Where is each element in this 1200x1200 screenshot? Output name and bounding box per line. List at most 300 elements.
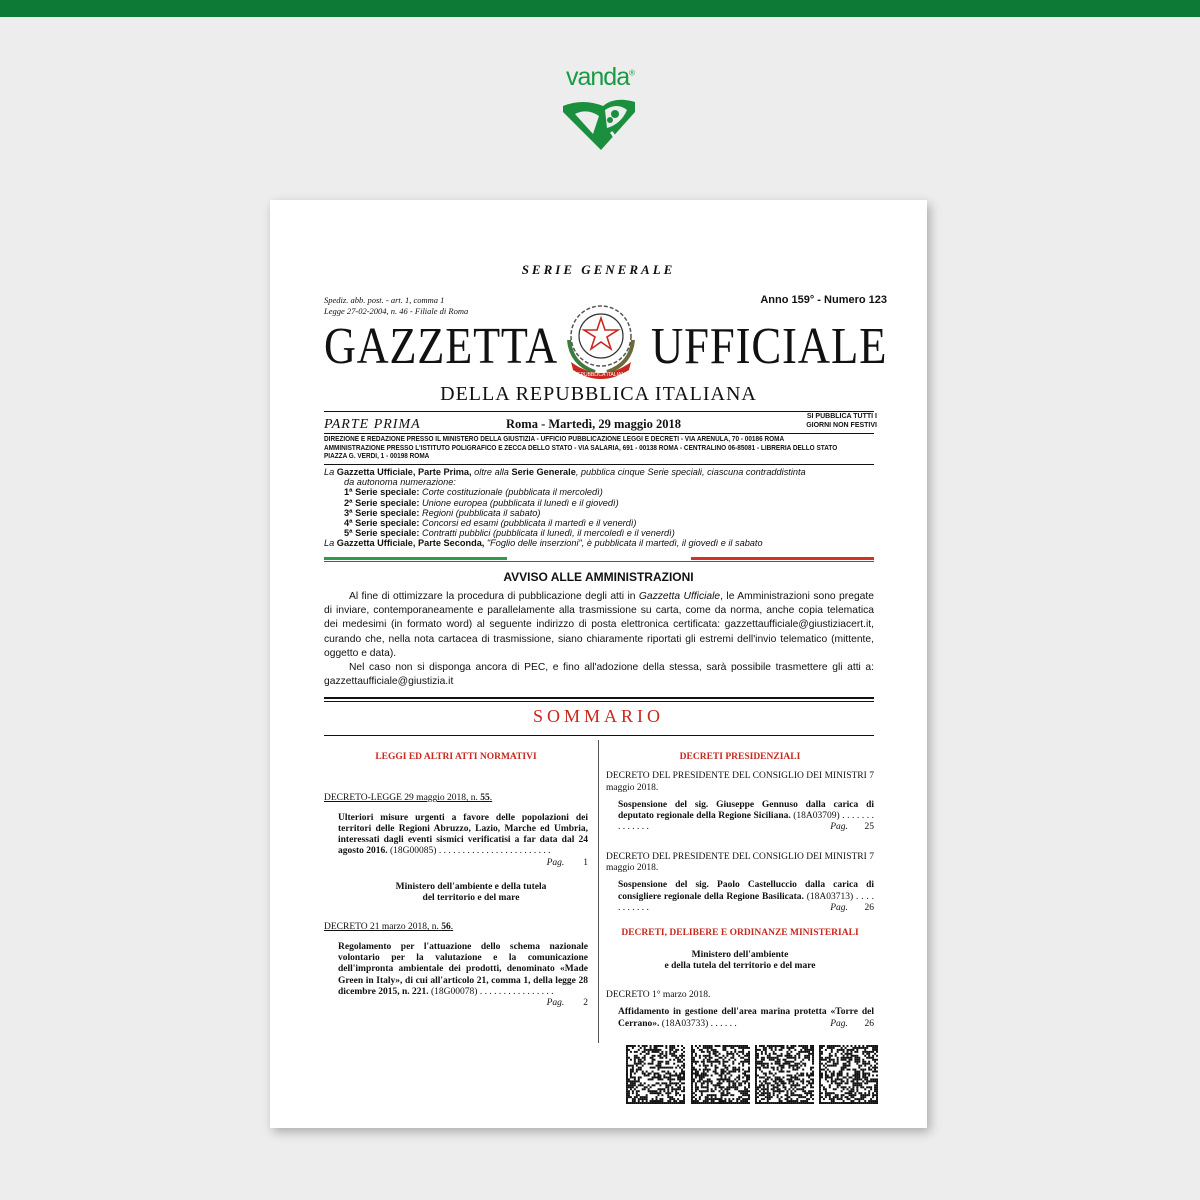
datamatrix-module — [829, 1047, 831, 1049]
datamatrix-module — [790, 1047, 792, 1049]
datamatrix-module — [833, 1059, 835, 1061]
datamatrix-module — [757, 1102, 759, 1104]
datamatrix-module — [659, 1065, 661, 1067]
divider — [324, 464, 874, 465]
datamatrix-module — [862, 1086, 864, 1088]
datamatrix-module — [677, 1088, 679, 1090]
datamatrix-module — [786, 1057, 788, 1059]
datamatrix-module — [742, 1076, 744, 1078]
datamatrix-module — [705, 1100, 707, 1102]
datamatrix-module — [644, 1047, 646, 1049]
datamatrix-module — [626, 1055, 628, 1057]
serie-item — [344, 498, 884, 508]
datamatrix-module — [821, 1073, 823, 1075]
datamatrix-module — [804, 1057, 806, 1059]
datamatrix-module — [748, 1051, 750, 1053]
datamatrix-module — [825, 1057, 827, 1059]
ministero-heading — [606, 950, 874, 973]
datamatrix-module — [858, 1065, 860, 1067]
datamatrix-module — [755, 1086, 757, 1088]
datamatrix-module — [852, 1078, 854, 1080]
datamatrix-module — [837, 1076, 839, 1078]
datamatrix-module — [656, 1082, 658, 1084]
datamatrix-module — [691, 1076, 693, 1078]
datamatrix-module — [835, 1055, 837, 1057]
datamatrix-module — [806, 1080, 808, 1082]
datamatrix-module — [652, 1059, 654, 1061]
datamatrix-module — [667, 1092, 669, 1094]
datamatrix-module — [794, 1084, 796, 1086]
datamatrix-module — [856, 1088, 858, 1090]
datamatrix-module — [740, 1057, 742, 1059]
datamatrix-module — [773, 1053, 775, 1055]
datamatrix-module — [755, 1045, 757, 1047]
datamatrix-module — [771, 1047, 773, 1049]
datamatrix-module — [781, 1078, 783, 1080]
datamatrix-module — [722, 1065, 724, 1067]
datamatrix-module — [740, 1096, 742, 1098]
datamatrix-module — [833, 1088, 835, 1090]
datamatrix-module — [742, 1051, 744, 1053]
datamatrix-module — [767, 1082, 769, 1084]
datamatrix-module — [841, 1096, 843, 1098]
datamatrix-module — [804, 1102, 806, 1104]
datamatrix-module — [722, 1071, 724, 1073]
datamatrix-module — [657, 1094, 659, 1096]
datamatrix-module — [657, 1051, 659, 1053]
datamatrix-module — [630, 1075, 632, 1077]
datamatrix-module — [837, 1084, 839, 1086]
datamatrix-module — [769, 1073, 771, 1075]
pag-label: Pag. — [830, 1018, 848, 1029]
datamatrix-module — [854, 1071, 856, 1073]
datamatrix-module — [630, 1059, 632, 1061]
datamatrix-module — [810, 1045, 812, 1047]
datamatrix-module — [719, 1078, 721, 1080]
datamatrix-module — [808, 1075, 810, 1077]
datamatrix-module — [719, 1075, 721, 1077]
datamatrix-module — [821, 1047, 823, 1049]
datamatrix-module — [683, 1047, 685, 1049]
datamatrix-module — [693, 1096, 695, 1098]
datamatrix-module — [667, 1084, 669, 1086]
datamatrix-module — [626, 1045, 628, 1047]
datamatrix-module — [798, 1075, 800, 1077]
datamatrix-module — [640, 1096, 642, 1098]
datamatrix-module — [821, 1063, 823, 1065]
datamatrix-module — [705, 1069, 707, 1071]
datamatrix-module — [709, 1094, 711, 1096]
entry-body-text: Sospensione del sig. Paolo Castelluccio dalla carica di consigliere regionale della Regione Basilicata. — [618, 880, 874, 902]
datamatrix-module — [675, 1051, 677, 1053]
datamatrix-module — [691, 1082, 693, 1084]
datamatrix-module — [656, 1102, 658, 1104]
datamatrix-module — [632, 1082, 634, 1084]
datamatrix-module — [679, 1080, 681, 1082]
datamatrix-module — [703, 1086, 705, 1088]
datamatrix-module — [874, 1086, 876, 1088]
datamatrix-module — [728, 1082, 730, 1084]
datamatrix-module — [856, 1098, 858, 1100]
datamatrix-module — [648, 1073, 650, 1075]
datamatrix-module — [657, 1067, 659, 1069]
datamatrix-module — [738, 1045, 740, 1047]
datamatrix-module — [852, 1100, 854, 1102]
datamatrix-module — [781, 1100, 783, 1102]
datamatrix-module — [763, 1094, 765, 1096]
datamatrix-module — [748, 1076, 750, 1078]
datamatrix-module — [781, 1053, 783, 1055]
datamatrix-module — [823, 1086, 825, 1088]
datamatrix-module — [835, 1082, 837, 1084]
datamatrix-module — [767, 1065, 769, 1067]
datamatrix-module — [667, 1100, 669, 1102]
datamatrix-module — [640, 1067, 642, 1069]
datamatrix-module — [701, 1051, 703, 1053]
datamatrix-module — [775, 1049, 777, 1051]
datamatrix-module — [628, 1049, 630, 1051]
datamatrix-module — [695, 1084, 697, 1086]
datamatrix-module — [800, 1065, 802, 1067]
datamatrix-module — [794, 1086, 796, 1088]
datamatrix-module — [808, 1092, 810, 1094]
datamatrix-module — [734, 1082, 736, 1084]
datamatrix-module — [808, 1102, 810, 1104]
datamatrix-module — [626, 1096, 628, 1098]
datamatrix-module — [728, 1059, 730, 1061]
dot-leader: . . . . . . . . . . . . . . . . — [477, 986, 554, 997]
datamatrix-module — [657, 1082, 659, 1084]
datamatrix-module — [701, 1076, 703, 1078]
datamatrix-module — [656, 1098, 658, 1100]
datamatrix-module — [872, 1047, 874, 1049]
datamatrix-module — [794, 1055, 796, 1057]
datamatrix-module — [691, 1100, 693, 1102]
datamatrix-module — [819, 1055, 821, 1057]
datamatrix-module — [628, 1057, 630, 1059]
section-heading: LEGGI ED ALTRI ATTI NORMATIVI — [375, 752, 537, 762]
datamatrix-module — [719, 1053, 721, 1055]
datamatrix-module — [765, 1096, 767, 1098]
datamatrix-module — [661, 1088, 663, 1090]
datamatrix-module — [821, 1075, 823, 1077]
datamatrix-module — [866, 1076, 868, 1078]
datamatrix-module — [794, 1049, 796, 1051]
datamatrix-module — [790, 1075, 792, 1077]
datamatrix-module — [748, 1055, 750, 1057]
datamatrix-module — [632, 1092, 634, 1094]
datamatrix-module — [876, 1092, 878, 1094]
datamatrix-module — [661, 1051, 663, 1053]
datamatrix-module — [656, 1090, 658, 1092]
datamatrix-module — [715, 1051, 717, 1053]
datamatrix-module — [761, 1098, 763, 1100]
datamatrix-module — [683, 1076, 685, 1078]
datamatrix-module — [862, 1096, 864, 1098]
datamatrix-module — [744, 1092, 746, 1094]
datamatrix-module — [858, 1045, 860, 1047]
datamatrix-module — [703, 1069, 705, 1071]
datamatrix-module — [831, 1051, 833, 1053]
datamatrix-module — [876, 1086, 878, 1088]
datamatrix-module — [788, 1061, 790, 1063]
datamatrix-module — [695, 1053, 697, 1055]
datamatrix-module — [634, 1098, 636, 1100]
datamatrix-module — [829, 1102, 831, 1104]
datamatrix-module — [835, 1078, 837, 1080]
datamatrix-module — [808, 1053, 810, 1055]
datamatrix-module — [864, 1100, 866, 1102]
datamatrix-module — [788, 1071, 790, 1073]
datamatrix-module — [652, 1076, 654, 1078]
datamatrix-module — [849, 1049, 851, 1051]
datamatrix-module — [802, 1051, 804, 1053]
datamatrix-module — [777, 1086, 779, 1088]
datamatrix-module — [800, 1100, 802, 1102]
datamatrix-module — [730, 1102, 732, 1104]
column-divider — [598, 740, 599, 1043]
datamatrix-module — [849, 1061, 851, 1063]
datamatrix-module — [744, 1071, 746, 1073]
datamatrix-module — [736, 1053, 738, 1055]
datamatrix-module — [648, 1075, 650, 1077]
datamatrix-module — [724, 1047, 726, 1049]
datamatrix-module — [786, 1045, 788, 1047]
datamatrix-module — [757, 1088, 759, 1090]
datamatrix-module — [792, 1065, 794, 1067]
datamatrix-module — [748, 1057, 750, 1059]
datamatrix-module — [650, 1102, 652, 1104]
datamatrix-module — [866, 1073, 868, 1075]
datamatrix-module — [792, 1080, 794, 1082]
datamatrix-module — [730, 1047, 732, 1049]
datamatrix-module — [719, 1063, 721, 1065]
datamatrix-module — [769, 1076, 771, 1078]
datamatrix-module — [755, 1088, 757, 1090]
datamatrix-module — [788, 1067, 790, 1069]
datamatrix-module — [837, 1078, 839, 1080]
datamatrix-module — [740, 1082, 742, 1084]
datamatrix-module — [748, 1063, 750, 1065]
datamatrix-module — [717, 1082, 719, 1084]
datamatrix-module — [701, 1094, 703, 1096]
datamatrix-module — [644, 1082, 646, 1084]
datamatrix-module — [852, 1096, 854, 1098]
datamatrix-module — [858, 1061, 860, 1063]
datamatrix-module — [717, 1061, 719, 1063]
datamatrix-module — [713, 1094, 715, 1096]
datamatrix-module — [786, 1096, 788, 1098]
datamatrix-module — [663, 1055, 665, 1057]
datamatrix-module — [713, 1071, 715, 1073]
datamatrix-module — [850, 1094, 852, 1096]
datamatrix-module — [870, 1098, 872, 1100]
datamatrix-module — [721, 1082, 723, 1084]
datamatrix-module — [667, 1061, 669, 1063]
datamatrix-module — [736, 1098, 738, 1100]
datamatrix-module — [790, 1092, 792, 1094]
datamatrix-module — [827, 1045, 829, 1047]
datamatrix-module — [675, 1055, 677, 1057]
datamatrix-module — [755, 1065, 757, 1067]
datamatrix-module — [650, 1078, 652, 1080]
datamatrix-module — [856, 1073, 858, 1075]
datamatrix-module — [755, 1098, 757, 1100]
datamatrix-module — [796, 1076, 798, 1078]
datamatrix-module — [854, 1069, 856, 1071]
datamatrix-module — [841, 1053, 843, 1055]
datamatrix-module — [808, 1059, 810, 1061]
datamatrix-module — [810, 1090, 812, 1092]
datamatrix-module — [792, 1057, 794, 1059]
tricolor-rule — [324, 557, 874, 560]
datamatrix-module — [699, 1096, 701, 1098]
datamatrix-module — [648, 1090, 650, 1092]
datamatrix-module — [765, 1073, 767, 1075]
datamatrix-module — [874, 1065, 876, 1067]
datamatrix-module — [709, 1098, 711, 1100]
datamatrix-module — [777, 1076, 779, 1078]
datamatrix-module — [874, 1053, 876, 1055]
datamatrix-module — [790, 1102, 792, 1104]
datamatrix-module — [872, 1059, 874, 1061]
anno-numero: Anno 159° - Numero 123 — [760, 294, 887, 306]
datamatrix-module — [679, 1102, 681, 1104]
datamatrix-module — [711, 1057, 713, 1059]
datamatrix-module — [757, 1063, 759, 1065]
datamatrix-module — [640, 1061, 642, 1063]
divider — [324, 735, 874, 736]
datamatrix-module — [657, 1055, 659, 1057]
datamatrix-module — [794, 1045, 796, 1047]
datamatrix-module — [790, 1065, 792, 1067]
datamatrix-module — [695, 1088, 697, 1090]
datamatrix-module — [671, 1090, 673, 1092]
datamatrix-module — [827, 1092, 829, 1094]
datamatrix-module — [763, 1065, 765, 1067]
datamatrix-module — [874, 1069, 876, 1071]
datamatrix-module — [746, 1092, 748, 1094]
datamatrix-module — [650, 1067, 652, 1069]
datamatrix-module — [850, 1100, 852, 1102]
direzione-line: AMMINISTRAZIONE PRESSO L'ISTITUTO POLIGRAFICO E ZECCA DELLO STATO - VIA SALARIA, 691 - 00138 ROMA - CENTRALINO 06-85081 - LIBRERIA DELLO STATO — [324, 444, 838, 452]
datamatrix-module — [742, 1047, 744, 1049]
datamatrix-module — [786, 1063, 788, 1065]
dot-leader: . . . . . . . . . . . . . . . . . . . . . . . . — [436, 846, 551, 857]
datamatrix-module — [707, 1096, 709, 1098]
datamatrix-module — [657, 1088, 659, 1090]
datamatrix-module — [742, 1069, 744, 1071]
datamatrix-module — [845, 1065, 847, 1067]
datamatrix-module — [860, 1082, 862, 1084]
datamatrix-module — [742, 1063, 744, 1065]
datamatrix-module — [765, 1082, 767, 1084]
datamatrix-module — [800, 1096, 802, 1098]
datamatrix-module — [713, 1053, 715, 1055]
datamatrix-module — [673, 1082, 675, 1084]
datamatrix-module — [786, 1051, 788, 1053]
datamatrix-module — [825, 1096, 827, 1098]
datamatrix-module — [872, 1078, 874, 1080]
datamatrix-module — [707, 1045, 709, 1047]
datamatrix-module — [829, 1071, 831, 1073]
datamatrix-module — [771, 1063, 773, 1065]
datamatrix-module — [850, 1055, 852, 1057]
datamatrix-module — [866, 1094, 868, 1096]
datamatrix-module — [669, 1092, 671, 1094]
datamatrix-module — [646, 1075, 648, 1077]
datamatrix-module — [709, 1057, 711, 1059]
datamatrix-module — [785, 1088, 787, 1090]
datamatrix-module — [802, 1059, 804, 1061]
datamatrix-module — [775, 1057, 777, 1059]
datamatrix-module — [691, 1055, 693, 1057]
datamatrix-module — [821, 1059, 823, 1061]
datamatrix-module — [847, 1102, 849, 1104]
datamatrix-module — [630, 1071, 632, 1073]
datamatrix-module — [705, 1045, 707, 1047]
datamatrix-module — [659, 1102, 661, 1104]
datamatrix-module — [771, 1073, 773, 1075]
datamatrix-module — [843, 1057, 845, 1059]
datamatrix-module — [707, 1047, 709, 1049]
datamatrix-module — [715, 1049, 717, 1051]
datamatrix-module — [691, 1096, 693, 1098]
datamatrix-module — [781, 1069, 783, 1071]
datamatrix-module — [628, 1094, 630, 1096]
datamatrix-module — [810, 1053, 812, 1055]
datamatrix-module — [711, 1090, 713, 1092]
datamatrix-module — [810, 1069, 812, 1071]
datamatrix-module — [661, 1102, 663, 1104]
entry-title: DECRETO 1° marzo 2018. — [606, 990, 711, 1001]
serie-label: 1ª Serie speciale: — [344, 487, 420, 498]
datamatrix-module — [777, 1063, 779, 1065]
datamatrix-module — [819, 1061, 821, 1063]
datamatrix-module — [693, 1049, 695, 1051]
datamatrix-module — [854, 1092, 856, 1094]
datamatrix-module — [732, 1084, 734, 1086]
datamatrix-module — [835, 1063, 837, 1065]
datamatrix-module — [831, 1100, 833, 1102]
datamatrix-module — [693, 1061, 695, 1063]
datamatrix-module — [703, 1063, 705, 1065]
datamatrix-module — [843, 1102, 845, 1104]
entry-title: DECRETO-LEGGE 29 maggio 2018, n. 55. — [324, 793, 493, 804]
datamatrix-module — [777, 1094, 779, 1096]
datamatrix-module — [792, 1061, 794, 1063]
datamatrix-module — [866, 1053, 868, 1055]
serie-desc: Unione europea (pubblicata il lunedì e il giovedì) — [421, 497, 619, 508]
datamatrix-module — [833, 1065, 835, 1067]
datamatrix-module — [767, 1092, 769, 1094]
datamatrix-module — [742, 1090, 744, 1092]
datamatrix-module — [748, 1075, 750, 1077]
datamatrix-module — [721, 1076, 723, 1078]
datamatrix-module — [812, 1053, 814, 1055]
datamatrix-module — [781, 1047, 783, 1049]
datamatrix-module — [746, 1047, 748, 1049]
datamatrix-module — [868, 1080, 870, 1082]
datamatrix-module — [707, 1102, 709, 1104]
datamatrix-module — [757, 1057, 759, 1059]
datamatrix-module — [767, 1094, 769, 1096]
datamatrix-module — [850, 1059, 852, 1061]
datamatrix-module — [808, 1057, 810, 1059]
datamatrix-module — [810, 1047, 812, 1049]
datamatrix-module — [669, 1047, 671, 1049]
datamatrix-module — [783, 1086, 785, 1088]
